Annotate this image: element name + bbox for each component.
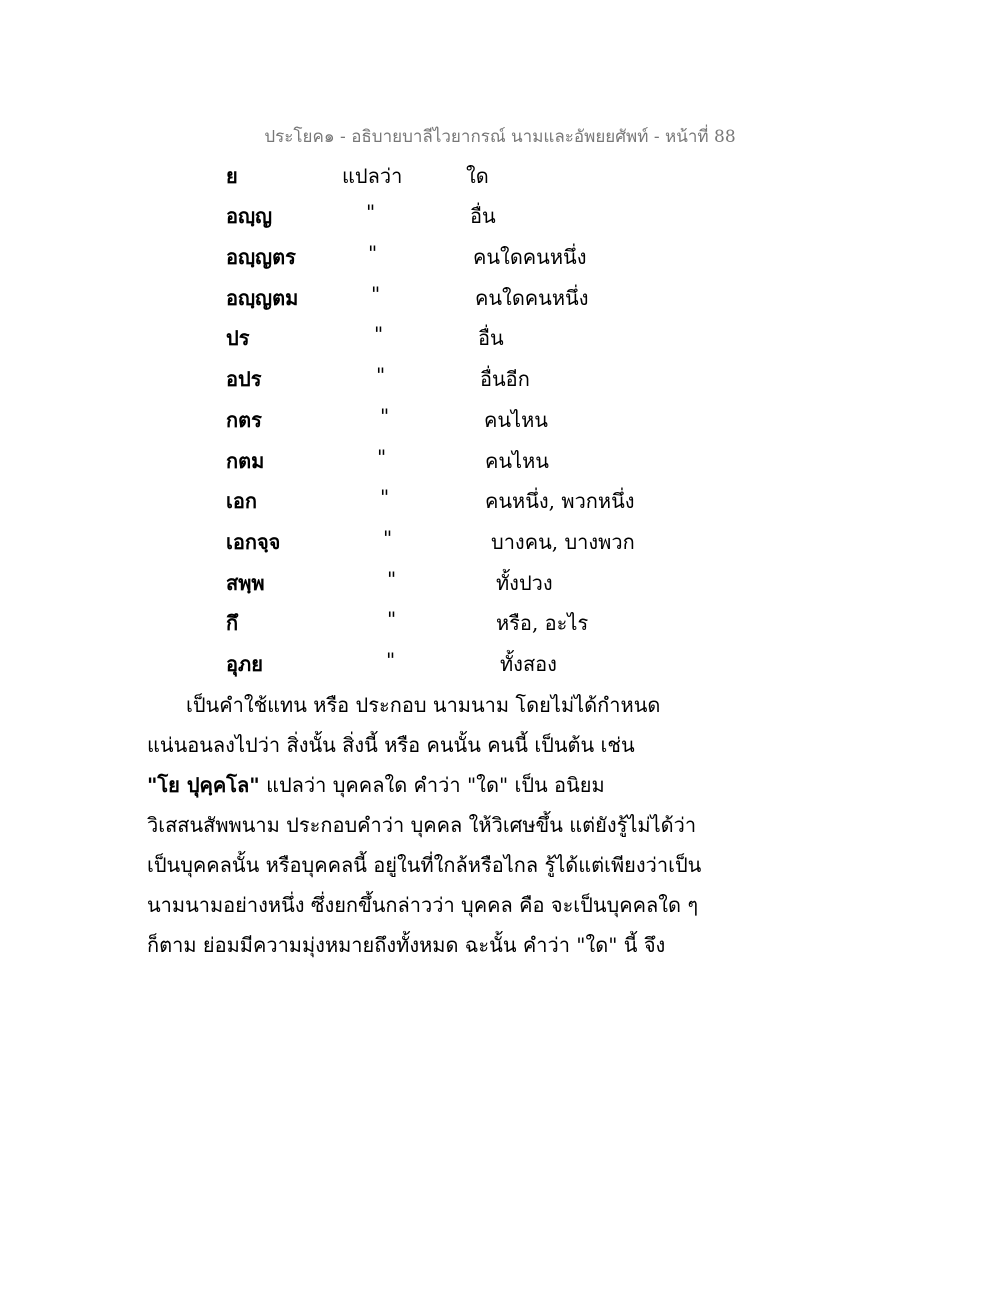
ditto-mark: " [383, 526, 393, 550]
vocab-row [226, 607, 626, 637]
pali-word: อญฺญตร [226, 245, 296, 269]
vocab-row [226, 648, 626, 678]
pali-word: สพฺพ [226, 571, 265, 595]
page-header: ประโยค๑ - อธิบายบาลีไวยากรณ์ นามและอัพยยศัพท์ - หน้าที่ 88 [264, 127, 736, 147]
paragraph-line: นามนามอย่างหนึ่ง ซึ่งยกขึ้นกล่าวว่า บุคคล คือ จะเป็นบุคคลใด ๆ [147, 893, 699, 917]
pali-word: อุภย [226, 652, 263, 676]
pali-word: กึ [226, 611, 239, 635]
ditto-mark: " [366, 200, 376, 224]
pali-word: เอกจฺจ [226, 530, 281, 554]
translation-marker: แปลว่า [342, 164, 403, 188]
pali-word: อญฺญตม [226, 286, 299, 310]
pali-word: ย [226, 164, 238, 188]
thai-meaning: ทั้งปวง [496, 571, 553, 595]
pali-word: อปร [226, 367, 262, 391]
thai-meaning: อื่นอีก [480, 367, 530, 391]
thai-meaning: อื่น [478, 326, 504, 350]
vocab-row [226, 282, 626, 312]
paragraph-line: ก็ตาม ย่อมมีความมุ่งหมายถึงทั้งหมด ฉะนั้น คำว่า "ใด" นี้ จึง [147, 933, 666, 957]
vocab-row [226, 241, 626, 271]
thai-meaning: บางคน, บางพวก [491, 530, 635, 554]
thai-meaning: คนหนึ่ง, พวกหนึ่ง [485, 489, 635, 513]
paragraph-text: แปลว่า บุคคลใด คำว่า "ใด" เป็น อนิยม [259, 773, 605, 797]
ditto-mark: " [387, 607, 397, 631]
ditto-mark: " [380, 485, 390, 509]
thai-meaning: อื่น [470, 204, 496, 228]
ditto-mark: " [368, 241, 378, 265]
paragraph-line: เป็นคำใช้แทน หรือ ประกอบ นามนาม โดยไม่ได้กำหนด [186, 693, 661, 717]
thai-meaning: ทั้งสอง [500, 652, 557, 676]
thai-meaning: หรือ, อะไร [496, 611, 589, 635]
vocab-row [226, 200, 626, 230]
vocab-row [226, 526, 646, 556]
ditto-mark: " [380, 404, 390, 428]
ditto-mark: " [377, 445, 387, 469]
vocab-row [226, 445, 626, 475]
vocab-row [226, 160, 626, 190]
vocab-row [226, 363, 626, 393]
vocab-row [226, 404, 626, 434]
pali-word: ปร [226, 326, 250, 350]
paragraph-line: แน่นอนลงไปว่า สิ่งนั้น สิ่งนี้ หรือ คนนั้น คนนี้ เป็นต้น เช่น [147, 733, 635, 757]
vocab-row [226, 567, 626, 597]
thai-meaning: คนไหน [484, 408, 548, 432]
pali-word: อญฺญ [226, 204, 273, 228]
pali-example: "โย ปุคฺคโล" [147, 773, 260, 797]
ditto-mark: " [376, 363, 386, 387]
paragraph-line: เป็นบุคคลนั้น หรือบุคคลนี้ อยู่ในที่ใกล้หรือไกล รู้ได้แต่เพียงว่าเป็น [147, 853, 702, 877]
ditto-mark: " [386, 648, 396, 672]
thai-meaning: คนไหน [485, 449, 549, 473]
pali-word: กตร [226, 408, 262, 432]
pali-word: เอก [226, 489, 257, 513]
vocab-row [226, 322, 626, 352]
ditto-mark: " [387, 567, 397, 591]
thai-meaning: คนใดคนหนึ่ง [475, 286, 589, 310]
paragraph-line: วิเสสนสัพพนาม ประกอบคำว่า บุคคล ให้วิเศษขึ้น แต่ยังรู้ไม่ได้ว่า [147, 813, 697, 837]
ditto-mark: " [371, 282, 381, 306]
thai-meaning: ใด [466, 164, 489, 188]
vocab-row [226, 485, 646, 515]
pali-word: กตม [226, 449, 265, 473]
thai-meaning: คนใดคนหนึ่ง [473, 245, 587, 269]
paragraph-line [147, 769, 605, 801]
ditto-mark: " [374, 322, 384, 346]
